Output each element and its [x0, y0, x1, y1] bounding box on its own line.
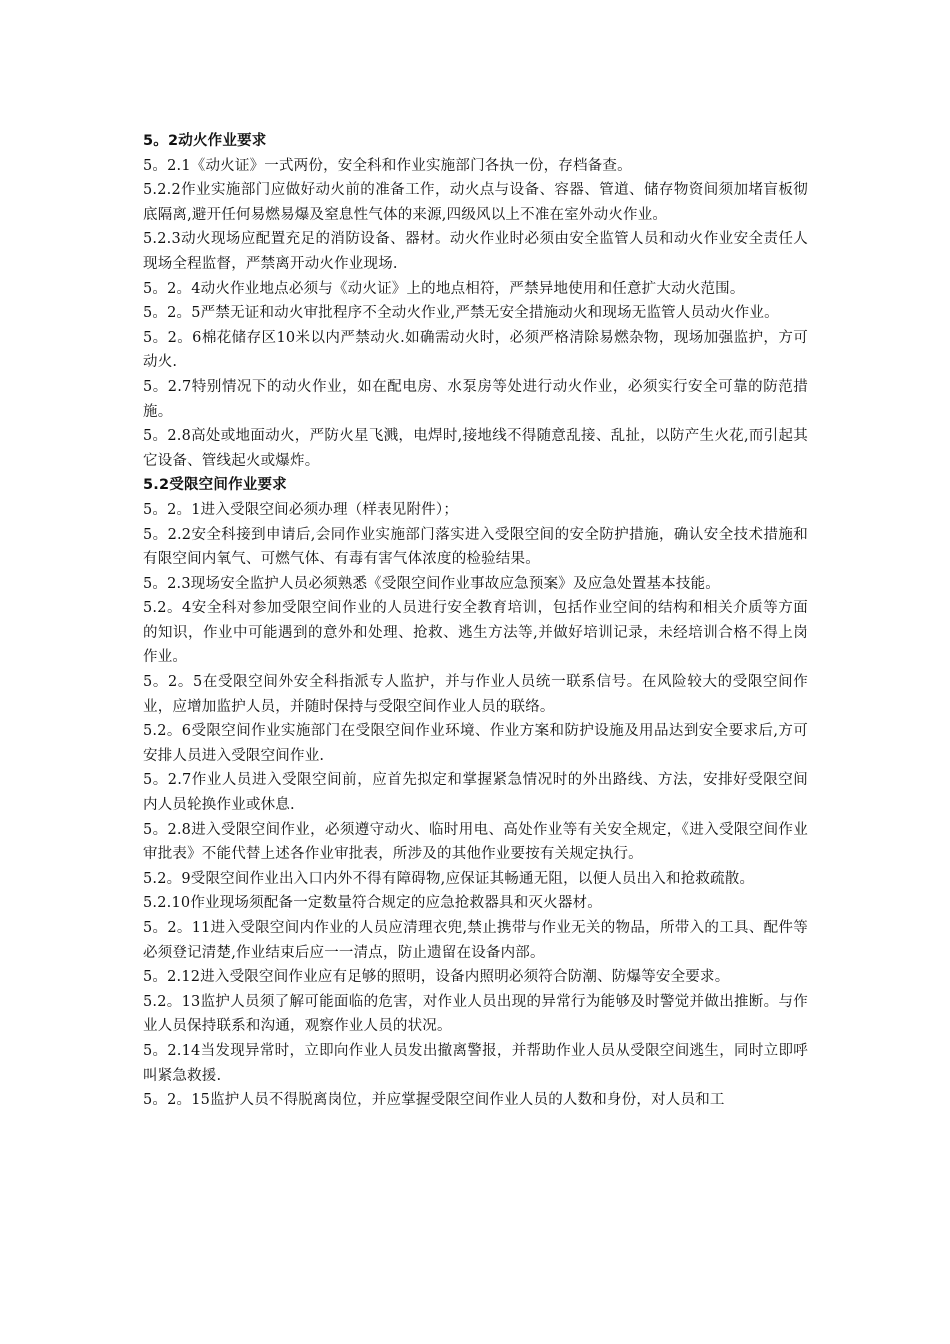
paragraph: 5。2.8进入受限空间作业，必须遵守动火、临时用电、高处作业等有关安全规定，《进入受限空间作业审批表》不能代替上述各作业审批表，所涉及的其他作业要按有关规定执行。 [143, 821, 808, 863]
paragraph: 5.2.10作业现场须配备一定数量符合规定的应急抢救器具和灭火器材。 [143, 895, 602, 912]
paragraph: 5。2。6棉花储存区10米以内严禁动火.如确需动火时，必须严格清除易燃杂物，现场加强监护，方可动火. [143, 329, 808, 371]
section-heading-hot-work: 5。2动火作业要求 [143, 133, 267, 149]
paragraph: 5。2。1进入受限空间必须办理（样表见附件）； [143, 501, 459, 518]
paragraph: 5。2。11进入受限空间内作业的人员应清理衣兜,禁止携带与作业无关的物品，所带入的工具、配件等必须登记清楚,作业结束后应一一清点，防止遗留在设备内部。 [143, 920, 808, 961]
paragraph: 5。2.7特别情况下的动火作业，如在配电房、水泵房等处进行动火作业，必须实行安全可靠的防范措施。 [143, 378, 808, 420]
paragraph: 5.2.2作业实施部门应做好动火前的准备工作，动火点与设备、容器、管道、储存物资间须加堵盲板彻底隔离,避开任何易燃易爆及窒息性气体的来源,四级风以上不准在室外动火作业。 [143, 182, 808, 223]
paragraph: 5。2。5严禁无证和动火审批程序不全动火作业,严禁无安全措施动火和现场无监管人员动火作业。 [143, 305, 779, 322]
paragraph: 5.2。13监护人员须了解可能面临的危害，对作业人员出现的异常行为能够及时警觉并做出推断。与作业人员保持联系和沟通，观察作业人员的状况。 [143, 993, 808, 1035]
paragraph: 5。2.8高处或地面动火，严防火星飞溅，电焊时,接地线不得随意乱接、乱扯，以防产生火花,而引起其它设备、管线起火或爆炸。 [143, 428, 808, 469]
paragraph: 5.2。9受限空间作业出入口内外不得有障碍物,应保证其畅通无阻，以便人员出入和抢救疏散。 [143, 870, 755, 887]
paragraph: 5。2。4动火作业地点必须与《动火证》上的地点相符，严禁异地使用和任意扩大动火范围。 [143, 280, 745, 297]
paragraph: 5.2。6受限空间作业实施部门在受限空间作业环境、作业方案和防护设施及用品达到安全要求后,方可安排人员进入受限空间作业. [143, 723, 808, 764]
paragraph: 5。2.12进入受限空间作业应有足够的照明，设备内照明必须符合防潮、防爆等安全要求。 [143, 969, 730, 986]
paragraph: 5。2。15监护人员不得脱离岗位，并应掌握受限空间作业人员的人数和身份，对人员和工 [143, 1092, 725, 1109]
paragraph: 5。2.7作业人员进入受限空间前，应首先拟定和掌握紧急情况时的外出路线、方法，安排好受限空间内人员轮换作业或休息. [143, 772, 808, 814]
paragraph: 5。2.1《动火证》一式两份，安全科和作业实施部门各执一份，存档备查。 [143, 157, 632, 174]
paragraph: 5.2。4安全科对参加受限空间作业的人员进行安全教育培训，包括作业空间的结构和相关介质等方面的知识，作业中可能遇到的意外和处理、抢救、逃生方法等,并做好培训记录，未经培训合格不得上岗作业。 [143, 600, 808, 666]
paragraph: 5。2.3现场安全监护人员必须熟悉《受限空间作业事故应急预案》及应急处置基本技能。 [143, 575, 720, 592]
paragraph: 5。2.14当发现异常时，立即向作业人员发出撤离警报，并帮助作业人员从受限空间逃生，同时立即呼叫紧急救援. [143, 1042, 808, 1084]
paragraph: 5。2.2安全科接到申请后,会同作业实施部门落实进入受限空间的安全防护措施，确认安全技术措施和有限空间内氧气、可燃气体、有毒有害气体浓度的检验结果。 [143, 526, 808, 568]
section-heading-confined-space: 5.2受限空间作业要求 [143, 477, 287, 494]
document-body [143, 129, 808, 1113]
paragraph: 5.2.3动火现场应配置充足的消防设备、器材。动火作业时必须由安全监管人员和动火作业安全责任人现场全程监督，严禁离开动火作业现场. [143, 231, 808, 272]
paragraph: 5。2。5在受限空间外安全科指派专人监护，并与作业人员统一联系信号。在风险较大的受限空间作业，应增加监护人员，并随时保持与受限空间作业人员的联络。 [143, 674, 808, 715]
